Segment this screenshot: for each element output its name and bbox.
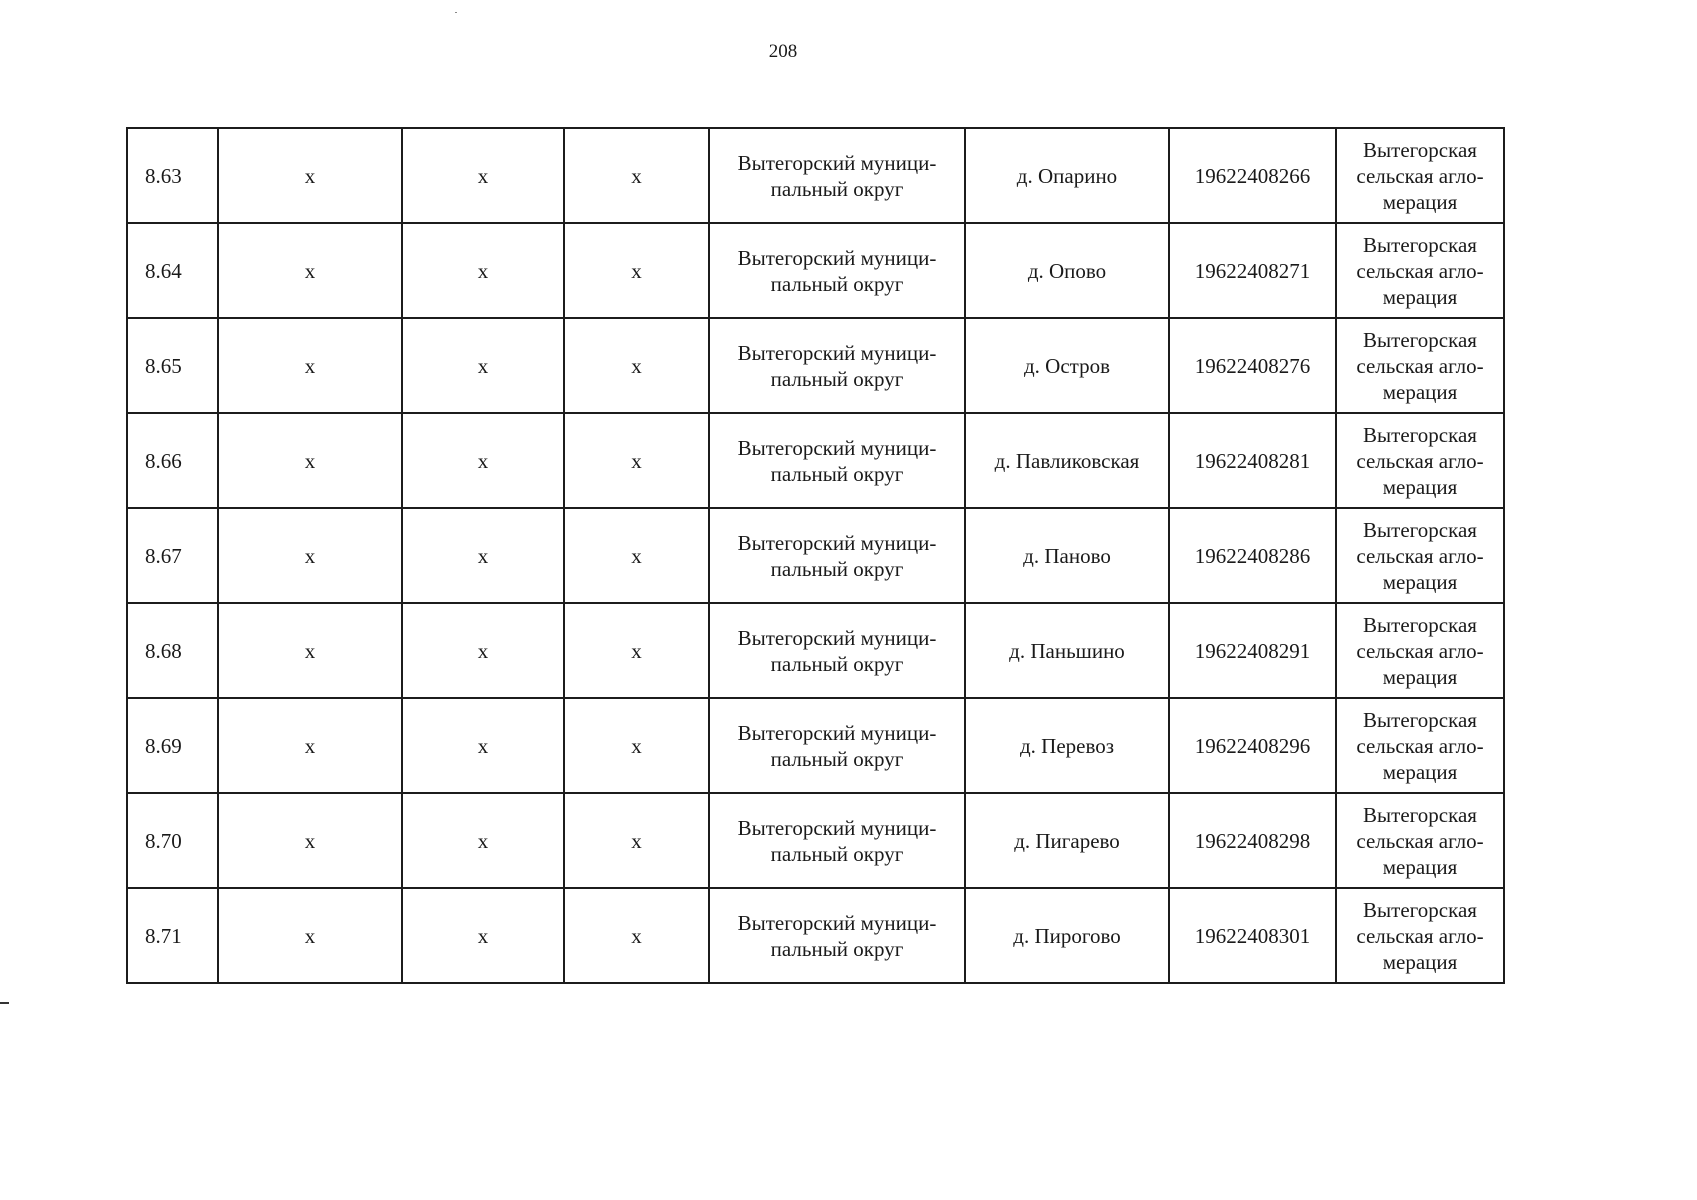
district-cell bbox=[709, 793, 965, 888]
agglomeration-cell bbox=[1336, 508, 1504, 603]
settlement-cell bbox=[965, 318, 1169, 413]
table-row bbox=[127, 508, 1504, 603]
x-mark-cell bbox=[402, 223, 564, 318]
district-cell-text: пальный округ bbox=[770, 936, 904, 961]
x-mark-cell bbox=[402, 698, 564, 793]
x-mark-cell-text: х bbox=[631, 163, 642, 188]
settlement-cell-text: д. Паньшино bbox=[1009, 638, 1125, 663]
oktmo-code-cell-text: 19622408298 bbox=[1194, 828, 1311, 853]
agglomeration-cell bbox=[1336, 793, 1504, 888]
agglomeration-cell-text: Вытегорская bbox=[1363, 137, 1477, 162]
row-number-cell bbox=[127, 128, 218, 223]
agglomeration-cell-text: мерация bbox=[1382, 189, 1458, 214]
settlement-cell bbox=[965, 413, 1169, 508]
agglomeration-cell-text: мерация bbox=[1382, 474, 1458, 499]
agglomeration-cell bbox=[1336, 413, 1504, 508]
table-row bbox=[127, 698, 1504, 793]
table-row bbox=[127, 318, 1504, 413]
row-number-cell-text: 8.66 bbox=[145, 448, 182, 473]
settlement-cell bbox=[965, 508, 1169, 603]
district-cell-text: Вытегорский муници- bbox=[737, 625, 937, 650]
row-number-cell-text: 8.67 bbox=[145, 543, 182, 568]
table-row bbox=[127, 413, 1504, 508]
agglomeration-cell-text: Вытегорская bbox=[1363, 422, 1477, 447]
x-mark-cell-text: х bbox=[631, 543, 642, 568]
x-mark-cell bbox=[402, 508, 564, 603]
settlement-cell-text: д. Перевоз bbox=[1019, 733, 1115, 758]
table-row bbox=[127, 128, 1504, 223]
agglomeration-cell-text: сельская агло- bbox=[1356, 258, 1484, 283]
district-cell bbox=[709, 413, 965, 508]
x-mark-cell-text: х bbox=[631, 258, 642, 283]
district-cell-text: пальный округ bbox=[770, 841, 904, 866]
oktmo-code-cell bbox=[1169, 888, 1336, 983]
district-cell-text: пальный округ bbox=[770, 651, 904, 676]
x-mark-cell-text: х bbox=[477, 543, 489, 568]
table-row bbox=[127, 223, 1504, 318]
x-mark-cell bbox=[218, 223, 402, 318]
x-mark-cell bbox=[218, 888, 402, 983]
agglomeration-cell-text: мерация bbox=[1382, 569, 1458, 594]
agglomeration-cell bbox=[1336, 603, 1504, 698]
district-cell-text: пальный округ bbox=[770, 271, 904, 296]
district-cell bbox=[709, 603, 965, 698]
x-mark-cell bbox=[402, 793, 564, 888]
settlements-table bbox=[126, 127, 1505, 984]
x-mark-cell-text: х bbox=[477, 733, 489, 758]
x-mark-cell-text: х bbox=[304, 828, 316, 853]
agglomeration-cell-text: мерация bbox=[1382, 284, 1458, 309]
x-mark-cell bbox=[218, 128, 402, 223]
agglomeration-cell-text: сельская агло- bbox=[1356, 448, 1484, 473]
district-cell-text: Вытегорский муници- bbox=[737, 720, 937, 745]
agglomeration-cell-text: сельская агло- bbox=[1356, 923, 1484, 948]
agglomeration-cell-text: мерация bbox=[1382, 379, 1458, 404]
row-number-cell-text: 8.71 bbox=[145, 923, 182, 948]
district-cell bbox=[709, 698, 965, 793]
oktmo-code-cell-text: 19622408266 bbox=[1194, 163, 1311, 188]
agglomeration-cell bbox=[1336, 698, 1504, 793]
x-mark-cell bbox=[564, 603, 709, 698]
row-number-cell bbox=[127, 603, 218, 698]
oktmo-code-cell bbox=[1169, 413, 1336, 508]
oktmo-code-cell bbox=[1169, 793, 1336, 888]
agglomeration-cell bbox=[1336, 223, 1504, 318]
x-mark-cell-text: х bbox=[304, 923, 316, 948]
district-cell bbox=[709, 223, 965, 318]
district-cell-text: пальный округ bbox=[770, 461, 904, 486]
x-mark-cell bbox=[218, 603, 402, 698]
row-number-cell-text: 8.69 bbox=[145, 733, 182, 758]
row-number-cell bbox=[127, 698, 218, 793]
x-mark-cell bbox=[402, 888, 564, 983]
oktmo-code-cell bbox=[1169, 698, 1336, 793]
x-mark-cell bbox=[402, 318, 564, 413]
district-cell bbox=[709, 508, 965, 603]
table-row bbox=[127, 793, 1504, 888]
district-cell-text: Вытегорский муници- bbox=[737, 530, 937, 555]
agglomeration-cell-text: Вытегорская bbox=[1363, 612, 1477, 637]
agglomeration-cell-text: Вытегорская bbox=[1363, 897, 1477, 922]
x-mark-cell-text: х bbox=[631, 353, 642, 378]
oktmo-code-cell-text: 19622408281 bbox=[1194, 448, 1311, 473]
x-mark-cell-text: х bbox=[477, 163, 489, 188]
x-mark-cell-text: х bbox=[631, 733, 642, 758]
x-mark-cell bbox=[402, 128, 564, 223]
row-number-cell bbox=[127, 413, 218, 508]
agglomeration-cell-text: Вытегорская bbox=[1363, 232, 1477, 257]
row-number-cell bbox=[127, 223, 218, 318]
agglomeration-cell-text: сельская агло- bbox=[1356, 638, 1484, 663]
agglomeration-cell bbox=[1336, 888, 1504, 983]
x-mark-cell-text: х bbox=[304, 733, 316, 758]
x-mark-cell bbox=[402, 603, 564, 698]
oktmo-code-cell bbox=[1169, 508, 1336, 603]
x-mark-cell-text: х bbox=[477, 638, 489, 663]
x-mark-cell bbox=[402, 413, 564, 508]
district-cell-text: Вытегорский муници- bbox=[737, 815, 937, 840]
oktmo-code-cell bbox=[1169, 603, 1336, 698]
x-mark-cell-text: х bbox=[477, 258, 489, 283]
settlement-cell bbox=[965, 793, 1169, 888]
x-mark-cell-text: х bbox=[304, 258, 316, 283]
settlement-cell bbox=[965, 603, 1169, 698]
x-mark-cell-text: х bbox=[304, 448, 316, 473]
row-number-cell-text: 8.70 bbox=[145, 828, 182, 853]
district-cell-text: пальный округ bbox=[770, 176, 904, 201]
oktmo-code-cell bbox=[1169, 128, 1336, 223]
x-mark-cell-text: х bbox=[477, 353, 489, 378]
district-cell-text: Вытегорский муници- bbox=[737, 150, 937, 175]
oktmo-code-cell-text: 19622408301 bbox=[1194, 923, 1311, 948]
x-mark-cell bbox=[564, 698, 709, 793]
district-cell-text: Вытегорский муници- bbox=[737, 435, 937, 460]
table-row bbox=[127, 603, 1504, 698]
x-mark-cell-text: х bbox=[477, 828, 489, 853]
agglomeration-cell-text: сельская агло- bbox=[1356, 733, 1484, 758]
x-mark-cell bbox=[564, 793, 709, 888]
x-mark-cell bbox=[564, 888, 709, 983]
x-mark-cell bbox=[218, 318, 402, 413]
agglomeration-cell-text: Вытегорская bbox=[1363, 517, 1477, 542]
x-mark-cell-text: х bbox=[477, 923, 489, 948]
x-mark-cell-text: х bbox=[631, 923, 642, 948]
settlement-cell bbox=[965, 223, 1169, 318]
margin-mark bbox=[0, 1002, 9, 1004]
settlement-cell bbox=[965, 698, 1169, 793]
table-row bbox=[127, 888, 1504, 983]
x-mark-cell-text: х bbox=[631, 638, 642, 663]
oktmo-code-cell bbox=[1169, 318, 1336, 413]
district-cell-text: Вытегорский муници- bbox=[737, 245, 937, 270]
oktmo-code-cell-text: 19622408296 bbox=[1194, 733, 1311, 758]
settlement-cell bbox=[965, 888, 1169, 983]
x-mark-cell bbox=[564, 413, 709, 508]
district-cell-text: пальный округ bbox=[770, 556, 904, 581]
agglomeration-cell bbox=[1336, 128, 1504, 223]
row-number-cell-text: 8.65 bbox=[145, 353, 182, 378]
x-mark-cell bbox=[564, 128, 709, 223]
oktmo-code-cell-text: 19622408271 bbox=[1194, 258, 1311, 283]
oktmo-code-cell bbox=[1169, 223, 1336, 318]
district-cell-text: Вытегорский муници- bbox=[737, 910, 937, 935]
x-mark-cell bbox=[564, 508, 709, 603]
district-cell-text: пальный округ bbox=[770, 366, 904, 391]
oktmo-code-cell-text: 19622408286 bbox=[1194, 543, 1311, 568]
district-cell bbox=[709, 318, 965, 413]
x-mark-cell-text: х bbox=[304, 638, 316, 663]
settlement-cell bbox=[965, 128, 1169, 223]
agglomeration-cell-text: Вытегорская bbox=[1363, 327, 1477, 352]
agglomeration-cell-text: сельская агло- bbox=[1356, 828, 1484, 853]
x-mark-cell bbox=[218, 413, 402, 508]
page-number: 208 bbox=[768, 41, 798, 62]
settlement-cell-text: д. Опарино bbox=[1016, 163, 1118, 188]
x-mark-cell bbox=[564, 223, 709, 318]
scan-speck bbox=[455, 12, 457, 13]
row-number-cell-text: 8.63 bbox=[145, 163, 182, 188]
settlement-cell-text: д. Паново bbox=[1023, 543, 1111, 568]
agglomeration-cell-text: мерация bbox=[1382, 759, 1458, 784]
x-mark-cell-text: х bbox=[304, 543, 316, 568]
table-body bbox=[127, 128, 1504, 983]
row-number-cell-text: 8.64 bbox=[145, 258, 182, 283]
agglomeration-cell-text: Вытегорская bbox=[1363, 707, 1477, 732]
x-mark-cell bbox=[218, 508, 402, 603]
agglomeration-cell-text: сельская агло- bbox=[1356, 353, 1484, 378]
district-cell-text: Вытегорский муници- bbox=[737, 340, 937, 365]
row-number-cell bbox=[127, 318, 218, 413]
district-cell bbox=[709, 128, 965, 223]
settlement-cell-text: д. Опово bbox=[1027, 258, 1107, 283]
district-cell bbox=[709, 888, 965, 983]
agglomeration-cell-text: мерация bbox=[1382, 664, 1458, 689]
agglomeration-cell-text: мерация bbox=[1382, 854, 1458, 879]
row-number-cell bbox=[127, 888, 218, 983]
agglomeration-cell-text: сельская агло- bbox=[1356, 543, 1484, 568]
agglomeration-cell-text: мерация bbox=[1382, 949, 1458, 974]
x-mark-cell-text: х bbox=[304, 353, 316, 378]
x-mark-cell bbox=[564, 318, 709, 413]
oktmo-code-cell-text: 19622408291 bbox=[1194, 638, 1311, 663]
x-mark-cell bbox=[218, 793, 402, 888]
settlement-cell-text: д. Пигарево bbox=[1014, 828, 1120, 853]
agglomeration-cell-text: сельская агло- bbox=[1356, 163, 1484, 188]
x-mark-cell-text: х bbox=[477, 448, 489, 473]
x-mark-cell-text: х bbox=[631, 448, 642, 473]
x-mark-cell-text: х bbox=[631, 828, 642, 853]
x-mark-cell-text: х bbox=[304, 163, 316, 188]
oktmo-code-cell-text: 19622408276 bbox=[1194, 353, 1311, 378]
district-cell-text: пальный округ bbox=[770, 746, 904, 771]
settlement-cell-text: д. Остров bbox=[1023, 353, 1111, 378]
x-mark-cell bbox=[218, 698, 402, 793]
row-number-cell bbox=[127, 793, 218, 888]
row-number-cell bbox=[127, 508, 218, 603]
row-number-cell-text: 8.68 bbox=[145, 638, 182, 663]
settlement-cell-text: д. Павликовская bbox=[994, 448, 1140, 473]
agglomeration-cell-text: Вытегорская bbox=[1363, 802, 1477, 827]
settlement-cell-text: д. Пирогово bbox=[1013, 923, 1121, 948]
agglomeration-cell bbox=[1336, 318, 1504, 413]
